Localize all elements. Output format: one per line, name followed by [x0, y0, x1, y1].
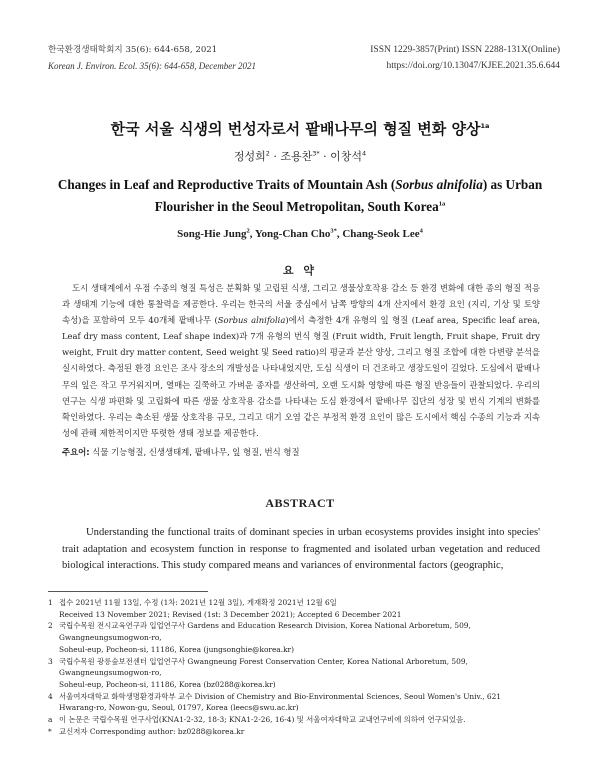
- abstract-english-heading: ABSTRACT: [265, 496, 335, 510]
- keywords-list: 식물 기능형질, 신생생태계, 팥배나무, 잎 형질, 번식 형질: [92, 447, 300, 457]
- title-en-species: Sorbus alnifolia: [395, 177, 483, 192]
- authors-korean: [0, 148, 600, 164]
- footnote-line: 접수 2021년 11월 13일, 수정 (1차: 2021년 12월 3일), 게재확정 2021년 12월 6일: [59, 598, 337, 607]
- author-en-3: Chang-Seok Lee: [342, 228, 420, 240]
- footnote: [48, 726, 558, 738]
- authors-english: Song-Hie Jung$^2$, Yong-Chan Cho$^{3*}$, Chang-Seok Lee$^4$: [177, 227, 423, 240]
- author-separator: ·: [323, 150, 327, 163]
- keywords-korean: [62, 446, 540, 458]
- title-en-pre: Changes in Leaf and Reproductive Traits of Mountain Ash (: [57, 177, 396, 192]
- footnote-line: Soheul-eup, Pocheon-si, 11186, Korea (bz0288@korea.kr): [59, 679, 276, 689]
- author-ko-1-sup: 2: [265, 149, 270, 158]
- footnote-line: Received 13 November 2021; Revised (1st: 3 December 2021); Accepted 6 December 2021: [59, 609, 402, 619]
- author-ko-2-sup: 3*: [312, 149, 320, 158]
- footnote-mark: 3: [48, 656, 53, 666]
- journal-header: [48, 42, 256, 74]
- keywords-label: 주요어:: [62, 447, 90, 457]
- title-korean-text: 한국 서울 식생의 번성자로서 팥배나무의 형질 변화 양상: [110, 120, 481, 138]
- footnote-line: 국립수목원 광릉숲보전센터 입업연구사 Gwangneung Forest Conservation Center, Korea National Arboretum, 509, Gwangneungsumogwon-ro,: [59, 656, 468, 678]
- journal-citation-ko: 한국환경생태학회지 35(6): 644-658, 2021: [48, 45, 218, 55]
- footnote-line: 서울여자대학교 화학생명환경과학부 교수 Division of Chemistry and Bio-Environmental Sciences, Seoul Women's Univ., 621: [59, 691, 501, 701]
- author-en-1-sup: 2: [246, 227, 250, 235]
- author-separator: ·: [273, 150, 277, 163]
- footnote-mark: a: [48, 715, 53, 725]
- footnote: [48, 597, 558, 620]
- author-ko-3-sup: 4: [362, 149, 367, 158]
- footnote-line: 국립수목원 전시교육연구과 입업연구사 Gardens and Education Research Division, Korea National Arboretum, 509, Gwangneungsumogwon-ro,: [59, 621, 471, 643]
- footnote-mark: 4: [48, 691, 53, 701]
- issn: ISSN 1229-3857(Print) ISSN 2288-131X(Online): [370, 45, 560, 55]
- abstract-ko-pre: 도시 생태계에서 우점 수종의 형질 특성은 분획화 및 고립된 식생, 그리고 생물상호작용 감소 등 환경 변화에 대한 종의 형질 적응과 생태계 기능에 대한 통찰력을 제공한다. 우리는 한국의 서울 중심에서 남쪽 방향의 4개 산지에서 환경 요인 (지리, 기상 및 토양 속성)을 포함하여 모두 40개체 팥배나무 (: [62, 283, 540, 326]
- author-ko-2: 조용찬: [280, 150, 313, 163]
- doi-link[interactable]: https://doi.org/10.13047/KJEE.2021.35.6.644: [386, 61, 560, 71]
- author-en-2: Yong-Chan Cho: [254, 228, 331, 240]
- abstract-ko-post: )에서 측정한 4개 유형의 잎 형질 (Leaf area, Specific leaf area, Leaf dry mass content, Leaf shape index)과 7개 유형의 번식 형질 (Fruit width, Fruit length, Fruit shape, Fruit dry weight, Fruit dry matter content, Seed weight 및 Seed ratio)의 평균과 분산 양상, 그리고 형질 조합에 대한 다변량 분석을 실시하였다. 측정된 환경 요인은 조사 장소의 개발성을 나타내었지만, 도심 식생이 더 건조하고 생장도일이 길었다. 도심에서 팥배나무의 잎은 작고 무거워지며, 열매는 길쭉하고 가벼운 종자를 생산하여, 오랜 도시화 영향에 따른 형질 반응들이 관찰되었다. 우리의 연구는 식생 파편화 및 고립화에 따른 생물 상호작용 감소를 나타내는 도심 환경에서 팥배나무 집단의 성장 및 번식 기계의 변화를 확인하였다. 우리는 축소된 생물 상호작용 규모, 그리고 대기 오염 같은 부정적 환경 요인이 많은 도시에서 핵심 수종의 기능과 지속성에 관해 제한적이지만 뚜렷한 생태 정보를 제공한다.: [62, 315, 541, 438]
- footnote: [48, 620, 558, 655]
- footnote-mark: 2: [48, 621, 53, 631]
- footnote-line: 이 논문은 국립수목원 연구사업(KNA1-2-32, 18-3; KNA1-2-26, 16-4) 및 서울여자대학교 교내연구비에 의하여 연구되었음.: [59, 715, 466, 725]
- journal-citation-en: Korean J. Environ. Ecol. 35(6): 644-658, December 2021: [48, 61, 257, 71]
- footnote: [48, 691, 558, 714]
- title-korean-sup: 1a: [480, 122, 490, 130]
- abstract-korean-heading: 요 약: [282, 264, 318, 277]
- abstract-english: Understanding the functional traits of dominant species in urban ecosystems provides insight into species' trait adaptation and ecosystem function in response to fragmented and isolated urban vegetation and reduced biological interactions. This study compared means and variances of environmental factors (geographic,: [62, 527, 540, 572]
- author-en-1: Song-Hie Jung: [177, 228, 247, 240]
- author-en-3-sup: 4: [419, 227, 423, 235]
- footnotes: [48, 597, 558, 737]
- footnote: [48, 656, 558, 691]
- issn-doi-block: [370, 42, 560, 74]
- footnote-line: Hwarang-ro, Nowon-gu, Seoul, 01797, Korea (leecs@swu.ac.kr): [59, 703, 299, 713]
- footnote-mark: *: [48, 726, 52, 736]
- footnote-divider: [48, 591, 208, 592]
- footnote-line: Soheul-eup, Pocheon-si, 11186, Korea (jungsonghie@korea.kr): [59, 644, 294, 654]
- footnote: [48, 714, 558, 726]
- author-ko-1: 정성희: [233, 150, 266, 163]
- abstract-korean: [62, 280, 540, 441]
- footnote-line: 교신저자 Corresponding author: bz0288@korea.kr: [59, 726, 245, 736]
- title-english: [50, 174, 550, 218]
- title-en-post: ) as Urban Flourisher in the Seoul Metropolitan, South Korea: [154, 177, 543, 214]
- title-korean: [0, 118, 600, 139]
- abstract-ko-species: Sorbus alnifolia: [217, 315, 286, 326]
- author-en-2-sup: 3*: [330, 227, 337, 235]
- footnote-mark: 1: [48, 598, 53, 607]
- title-en-sup: 1a: [438, 200, 446, 208]
- author-ko-3: 이창석: [330, 150, 363, 163]
